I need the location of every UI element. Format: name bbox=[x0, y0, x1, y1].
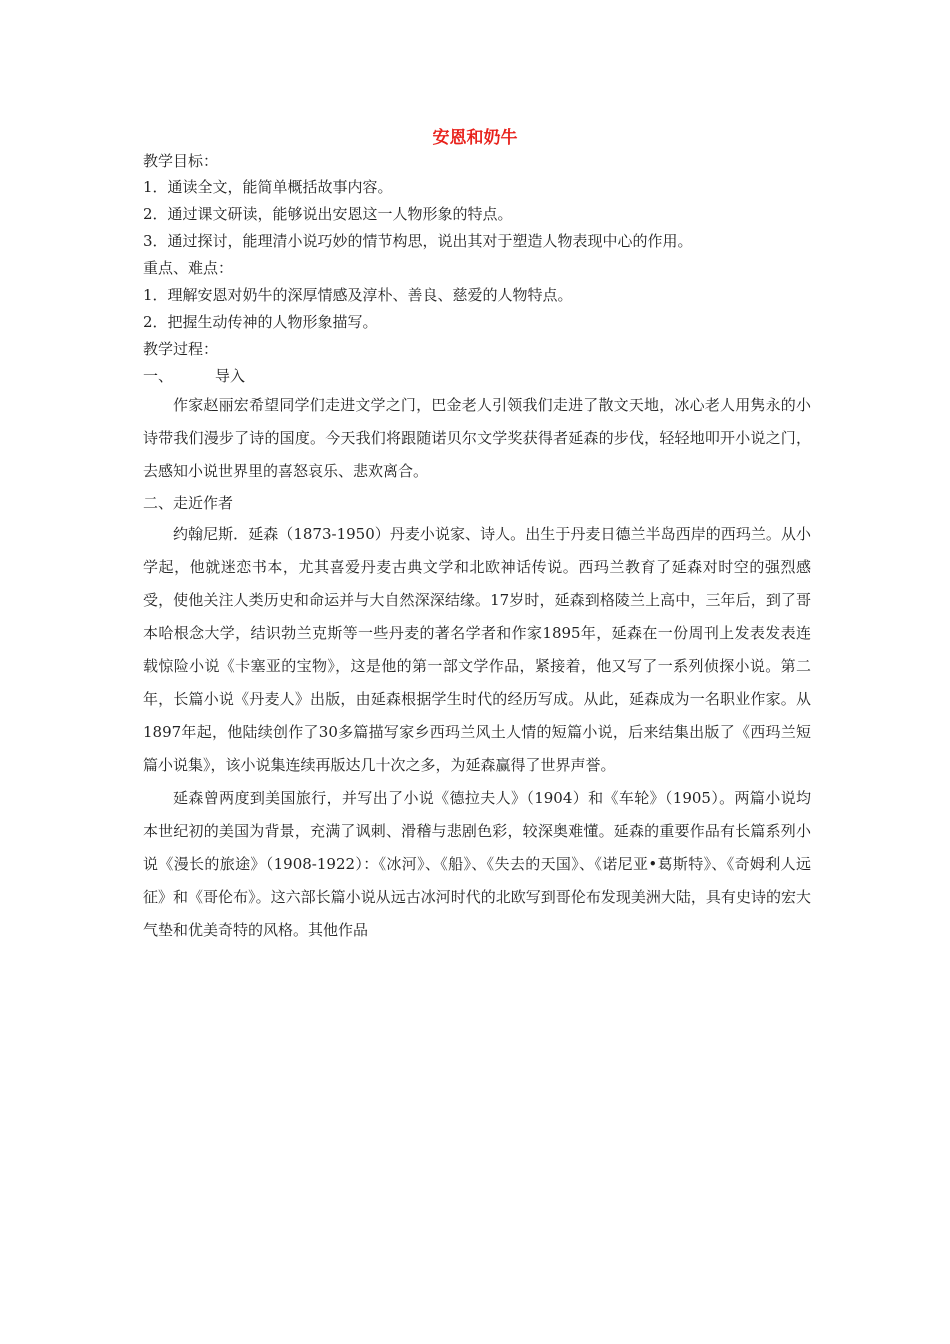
keypoint-item-1: 1．理解安恩对奶牛的深厚情感及淳朴、善良、慈爱的人物特点。 bbox=[143, 286, 573, 304]
section-2-paragraph-2: 延森曾两度到美国旅行，并写出了小说《德拉夫人》（1904）和《车轮》（1905）。两篇小说均本世纪初的美国为背景，充满了讽刺、滑稽与悲剧色彩，较深奥难懂。延森的重要作品有长篇系列小说《漫长的旅途》（1908-1922）：《冰河》、《船》、《失去的天国》、《诺尼亚•葛斯特》、《奇姆利人远征》和《哥伦布》。这六部长篇小说从远古冰河时代的北欧写到哥伦布发现美洲大陆，具有史诗的宏大气垫和优美奇特的风格。其他作品 bbox=[143, 789, 811, 939]
section-2-paragraph-1: 约翰尼斯．延森（1873-1950）丹麦小说家、诗人。出生于丹麦日德兰半岛西岸的西玛兰。从小学起，他就迷恋书本，尤其喜爱丹麦古典文学和北欧神话传说。西玛兰教育了延森对时空的强烈感受，使他关注人类历史和命运并与大自然深深结缘。17岁时，延森到格陵兰上高中，三年后，到了哥本哈根念大学，结识勃兰克斯等一些丹麦的著名学者和作家1895年，延森在一份周刊上发表发表连载惊险小说《卡塞亚的宝物》，这是他的第一部文学作品，紧接着，他又写了一系列侦探小说。第二年，长篇小说《丹麦人》出版，由延森根据学生时代的经历写成。从此，延森成为一名职业作家。从1897年起，他陆续创作了30多篇描写家乡西玛兰风土人情的短篇小说，后来结集出版了《西玛兰短篇小说集》，该小说集连续再版达几十次之多，为延森赢得了世界声誉。 bbox=[143, 525, 811, 774]
section-1-heading bbox=[143, 363, 811, 389]
document-body bbox=[143, 148, 811, 947]
objective-item-3: 3．通过探讨，能理清小说巧妙的情节构思，说出其对于塑造人物表现中心的作用。 bbox=[143, 232, 693, 250]
document-title: 安恩和奶牛 bbox=[432, 128, 518, 148]
section-1-number: 一、 bbox=[143, 367, 174, 385]
objective-item-2: 2．通过课文研读，能够说出安恩这一人物形象的特点。 bbox=[143, 205, 513, 223]
section-1-title: 导入 bbox=[215, 367, 246, 385]
process-heading: 教学过程： bbox=[143, 340, 219, 358]
objectives-heading: 教学目标： bbox=[143, 152, 219, 170]
section-2-heading: 二、走近作者 bbox=[143, 494, 234, 512]
section-1-paragraph: 作家赵丽宏希望同学们走进文学之门，巴金老人引领我们走进了散文天地，冰心老人用隽永的小诗带我们漫步了诗的国度。今天我们将跟随诺贝尔文学奖获得者延森的步伐，轻轻地叩开小说之门，去感知小说世界里的喜怒哀乐、悲欢离合。 bbox=[143, 396, 811, 480]
objective-item-1: 1．通读全文，能简单概括故事内容。 bbox=[143, 178, 393, 196]
keypoints-heading: 重点、难点： bbox=[143, 259, 234, 277]
keypoint-item-2: 2．把握生动传神的人物形象描写。 bbox=[143, 313, 378, 331]
